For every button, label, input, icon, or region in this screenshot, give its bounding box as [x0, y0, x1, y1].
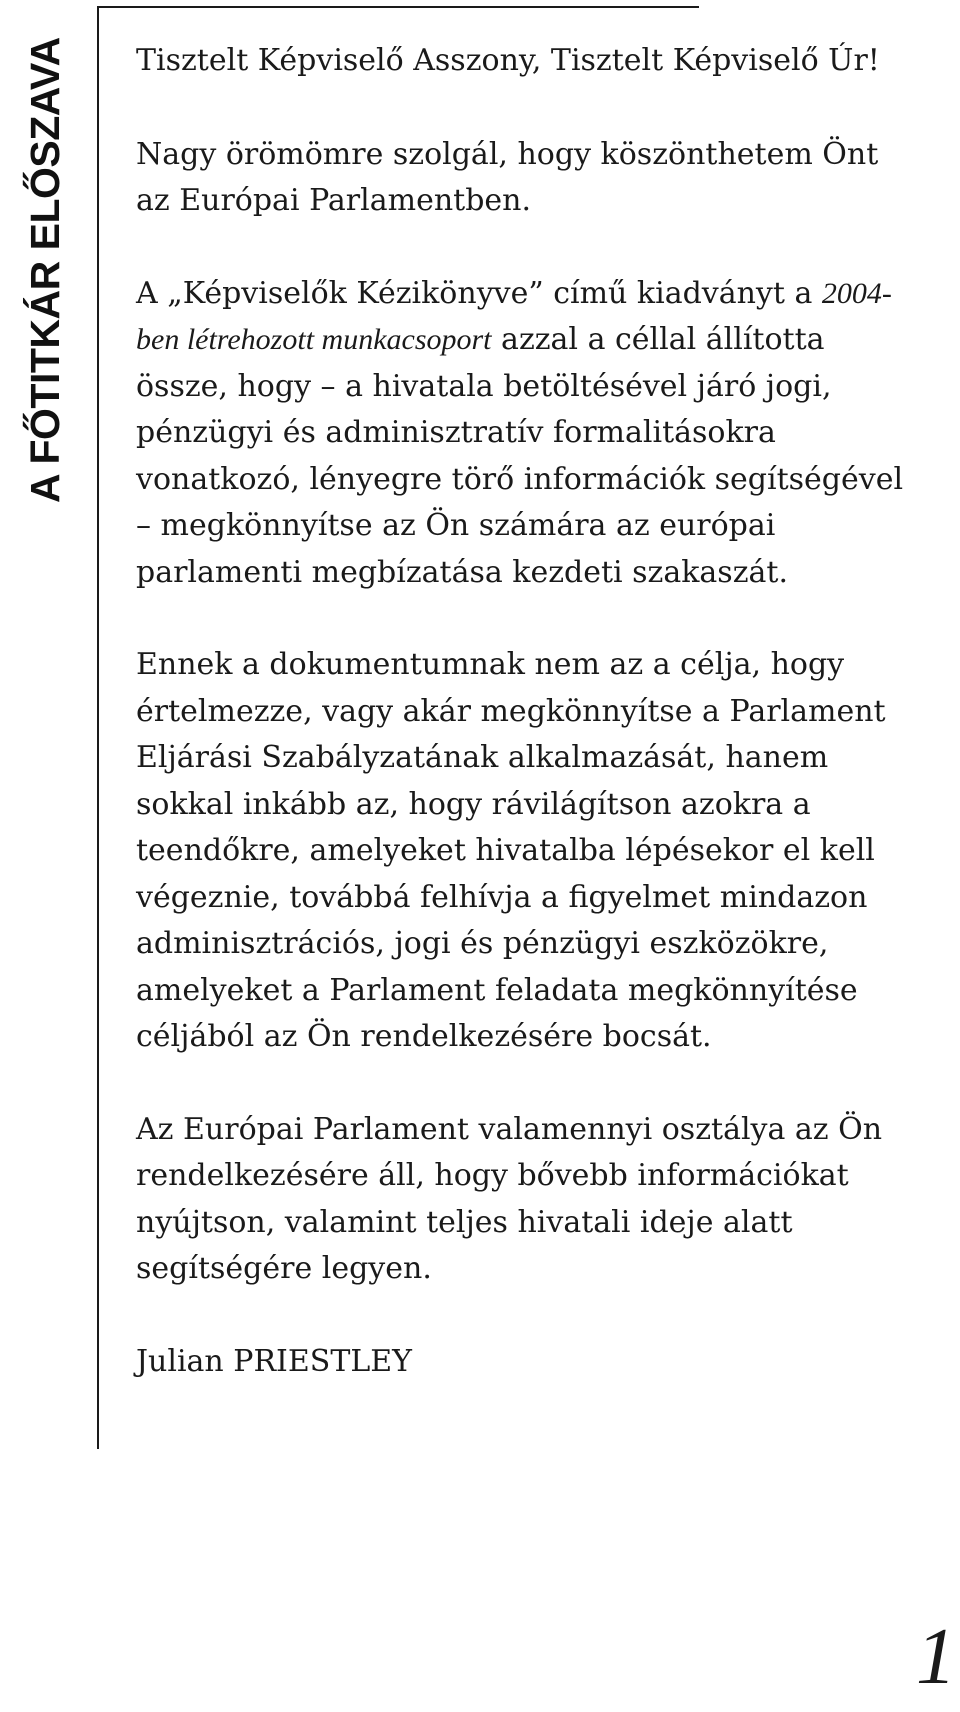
purpose-paragraph-end: azzal a céllal állította össze, hogy – a hivatala betöltésével járó jogi, pénzügyi és adminisztratív formalitásokra vonatkozó, lényegre törő információk segítségével – megkönnyítse az Ön számára az európai parlamenti megbízatása kezdeti szakaszát.: [136, 322, 904, 590]
working-group-reference: 2004-ben létrehozott munkacsoport: [136, 276, 892, 356]
greeting: Tisztelt Képviselő Asszony, Tisztelt Képviselő Úr!: [136, 43, 880, 78]
side-title-container: [0, 0, 80, 540]
section-title: A FŐTITKÁR ELŐSZAVA: [22, 37, 68, 503]
purpose-paragraph: [136, 271, 916, 597]
frame-left-rule: [97, 6, 99, 1449]
page-number: 1: [916, 1613, 956, 1701]
intro-paragraph: Nagy örömömre szolgál, hogy köszönthetem Önt az Európai Parlamentben.: [136, 136, 879, 218]
scope-paragraph: Ennek a dokumentumnak nem az a célja, hogy értelmezze, vagy akár megkönnyítse a Parlament Eljárási Szabályzatának alkalmazását, hanem sokkal inkább az, hogy rávilágítson azokra a teendőkre, amelyeket hivatalba lépésekor el kell végeznie, továbbá felhívja a figyelmet mindazon adminisztrációs, jogi és pénzügyi eszközökre, amelyeket a Parlament feladata megkönnyítése céljából az Ön rendelkezésére bocsát.: [136, 647, 886, 1054]
purpose-paragraph-start: A „Képviselők Kézikönyve” című kiadványt a: [136, 275, 822, 311]
letter-body: [136, 38, 916, 1431]
support-paragraph: Az Európai Parlament valamennyi osztálya az Ön rendelkezésére áll, hogy bővebb információkat nyújtson, valamint teljes hivatali ideje alatt segítségére legyen.: [136, 1111, 883, 1286]
frame-top-rule: [97, 6, 699, 8]
signature: Julian PRIESTLEY: [136, 1343, 412, 1379]
